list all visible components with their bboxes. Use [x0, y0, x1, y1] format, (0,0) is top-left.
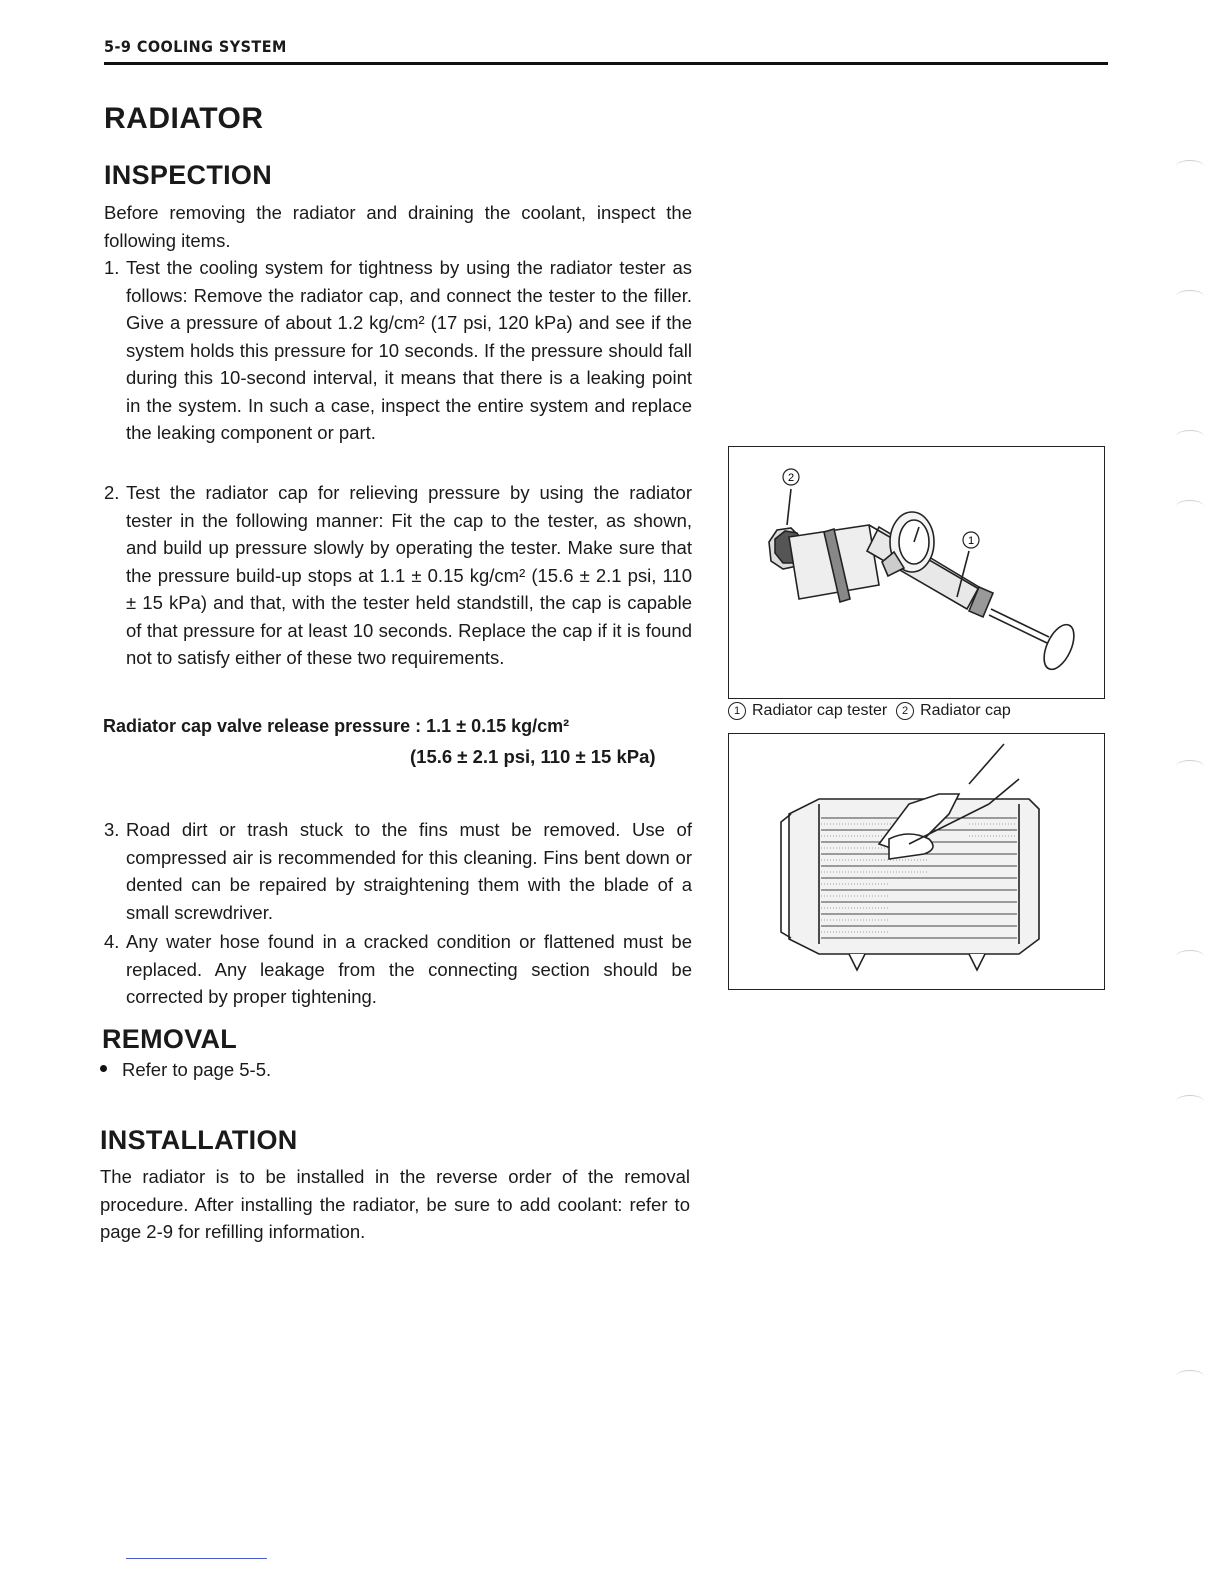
- spec-line: Radiator cap valve release pressure : 1.1 ± 0.15 kg/cm²: [103, 716, 570, 736]
- installation-text: The radiator is to be installed in the reverse order of the removal procedure. After installing the radiator, be sure to add coolant: refer to page 2-9 for refilling information.: [100, 1166, 690, 1242]
- spec-line-2: (15.6 ± 2.1 psi, 110 ± 15 kPa): [410, 746, 656, 767]
- callout-1: 1: [967, 535, 975, 547]
- figure-caption: [728, 702, 1011, 720]
- inspection-heading: INSPECTION: [104, 160, 273, 190]
- header-text: 5-9 COOLING SYSTEM: [104, 37, 287, 56]
- list-item: [104, 479, 692, 672]
- section-title: RADIATOR: [104, 102, 264, 135]
- bottom-underline: [126, 1558, 267, 1559]
- item-number: 4.: [104, 931, 120, 952]
- item-number: 3.: [104, 819, 120, 840]
- caption-text-2: Radiator cap: [920, 702, 1011, 719]
- item-text: Test the radiator cap for relieving pressure by using the radiator tester in the following manner: Fit the cap to the tester, as shown, and build up pressure slowly by operating the tester. Make sure that the pressure build-up stops at 1.1 ± 0.15 kg/cm² (15.6 ± 2.1 psi, 110 ± 15 kPa) and that, with the tester held standstill, the cap is capable of that pressure for at least 10 seconds. Replace the cap if it is found not to satisfy either of these two requirements.: [126, 482, 692, 668]
- caption-num-2: 2: [896, 702, 914, 720]
- cap-tester-illustration: [729, 447, 1104, 698]
- removal-bullet: [100, 1059, 271, 1081]
- callout-2: 2: [787, 472, 795, 484]
- header-rule: [104, 62, 1108, 65]
- installation-heading: INSTALLATION: [100, 1125, 298, 1155]
- item-number: 2.: [104, 482, 120, 503]
- radiator-illustration: [729, 734, 1104, 989]
- figure-cap-tester: [728, 446, 1105, 699]
- item-text: Test the cooling system for tightness by using the radiator tester as follows: Remove the radiator cap, and connect the tester to the filler. Give a pressure of about 1.2 kg/cm² (17 psi, 120 kPa) and see if the system holds this pressure for 10 seconds. If the pressure should fall during this 10-second interval, it means that there is a leaking point in the system. In such a case, inspect the entire system and replace the leaking component or part.: [126, 257, 692, 443]
- caption-text-1: Radiator cap tester: [752, 702, 888, 719]
- caption-num-1: 1: [728, 702, 746, 720]
- item-text: Road dirt or trash stuck to the fins must be removed. Use of compressed air is recommended for this cleaning. Fins bent down or dented can be repaired by straightening them with the blade of a small screwdriver.: [126, 819, 692, 923]
- figure-radiator-fins: [728, 733, 1105, 990]
- list-item: [104, 816, 692, 926]
- removal-heading: REMOVAL: [102, 1024, 238, 1054]
- removal-bullet-text: Refer to page 5-5.: [122, 1059, 272, 1080]
- item-text: Any water hose found in a cracked condition or flattened must be replaced. Any leakage from the connecting section should be corrected by proper tightening.: [126, 931, 692, 1007]
- list-item: [104, 928, 692, 1011]
- page-header: [104, 37, 1108, 57]
- inspection-intro: Before removing the radiator and draining the coolant, inspect the following items.: [104, 202, 692, 251]
- item-number: 1.: [104, 257, 120, 278]
- list-item: [104, 254, 692, 447]
- bullet-dot: [100, 1065, 107, 1072]
